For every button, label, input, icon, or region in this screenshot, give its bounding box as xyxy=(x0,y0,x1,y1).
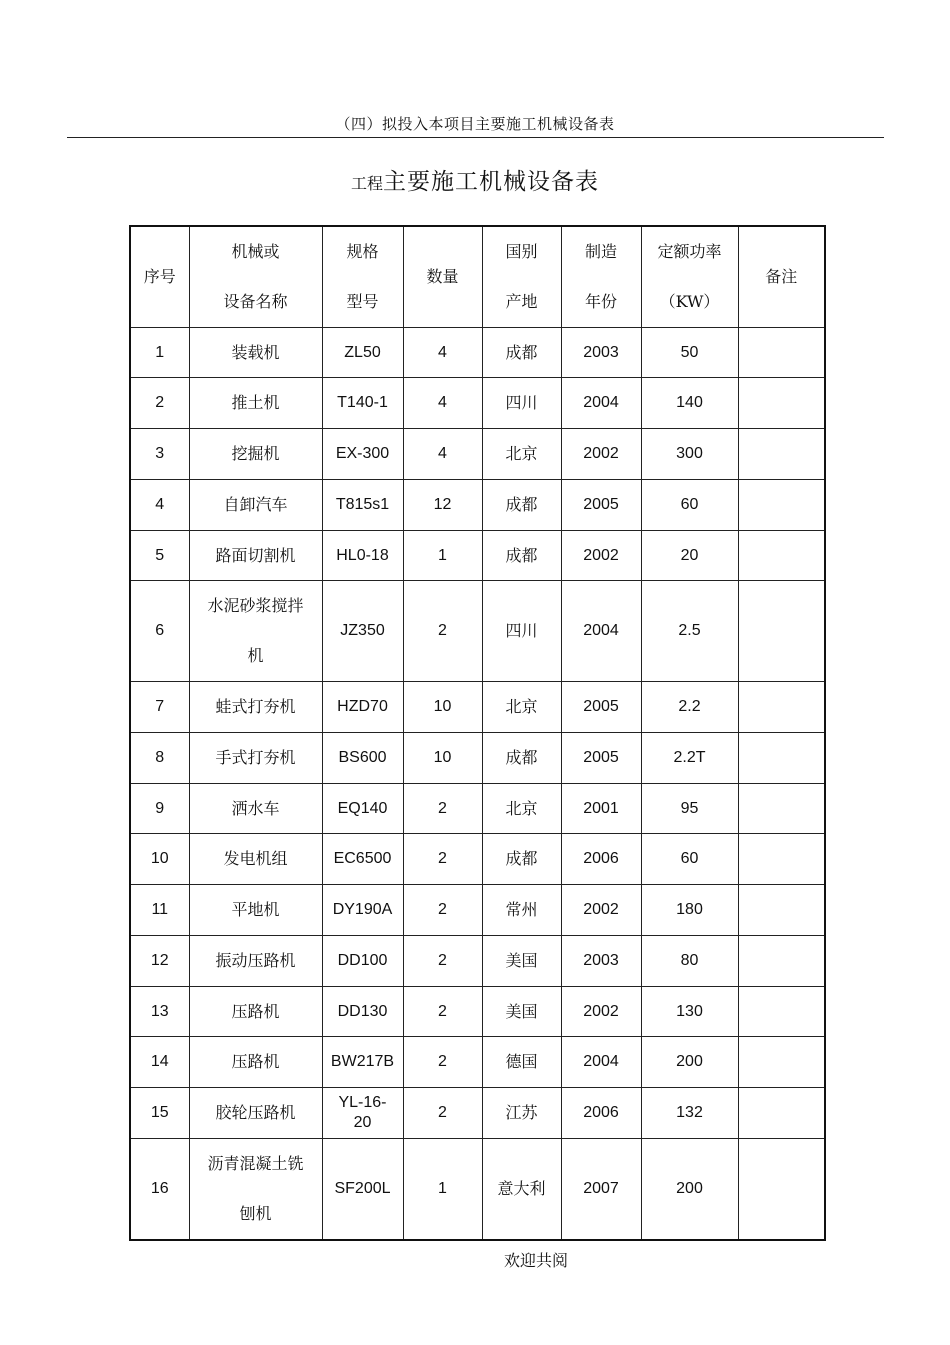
cell-qty: 10 xyxy=(403,682,482,733)
cell-qty: 4 xyxy=(403,328,482,378)
table-row xyxy=(130,885,825,936)
cell-spec: EQ140 xyxy=(322,784,403,834)
cell-seq: 2 xyxy=(130,378,189,429)
cell-power: 200 xyxy=(641,1037,738,1088)
cell-qty: 2 xyxy=(403,834,482,885)
header-qty: 数量 xyxy=(403,226,482,328)
table-header-row xyxy=(130,226,825,328)
cell-origin: 北京 xyxy=(482,429,561,480)
cell-name: 胶轮压路机 xyxy=(189,1088,322,1139)
cell-spec: DD100 xyxy=(322,936,403,987)
cell-qty: 2 xyxy=(403,987,482,1037)
cell-origin: 德国 xyxy=(482,1037,561,1088)
table-row xyxy=(130,733,825,784)
cell-remark xyxy=(738,1037,825,1088)
cell-origin: 四川 xyxy=(482,581,561,682)
cell-year: 2003 xyxy=(561,328,641,378)
table-row xyxy=(130,1037,825,1088)
header-origin: 国别 产地 xyxy=(482,226,561,328)
cell-spec: T140-1 xyxy=(322,378,403,429)
table-row xyxy=(130,328,825,378)
cell-spec: EX-300 xyxy=(322,429,403,480)
cell-power: 130 xyxy=(641,987,738,1037)
cell-remark xyxy=(738,733,825,784)
cell-power: 140 xyxy=(641,378,738,429)
table-row xyxy=(130,480,825,531)
header-rule xyxy=(67,137,884,138)
cell-remark xyxy=(738,784,825,834)
table-row xyxy=(130,1088,825,1139)
cell-power: 80 xyxy=(641,936,738,987)
cell-year: 2002 xyxy=(561,885,641,936)
cell-spec: T815s1 xyxy=(322,480,403,531)
cell-origin: 成都 xyxy=(482,480,561,531)
header-power: 定额功率 （KW） xyxy=(641,226,738,328)
equipment-table xyxy=(129,225,826,1241)
cell-origin: 成都 xyxy=(482,328,561,378)
cell-remark xyxy=(738,1139,825,1241)
cell-origin: 意大利 xyxy=(482,1139,561,1241)
cell-seq: 1 xyxy=(130,328,189,378)
cell-power: 2.5 xyxy=(641,581,738,682)
cell-seq: 6 xyxy=(130,581,189,682)
cell-origin: 成都 xyxy=(482,733,561,784)
cell-origin: 美国 xyxy=(482,936,561,987)
table-row xyxy=(130,378,825,429)
cell-year: 2002 xyxy=(561,429,641,480)
cell-name: 蛙式打夯机 xyxy=(189,682,322,733)
cell-year: 2007 xyxy=(561,1139,641,1241)
cell-qty: 2 xyxy=(403,1088,482,1139)
cell-power: 200 xyxy=(641,1139,738,1241)
cell-remark xyxy=(738,1088,825,1139)
table-row xyxy=(130,936,825,987)
cell-seq: 3 xyxy=(130,429,189,480)
table-row xyxy=(130,834,825,885)
cell-name: 沥青混凝土铣 刨机 xyxy=(189,1139,322,1241)
table-row xyxy=(130,987,825,1037)
cell-remark xyxy=(738,480,825,531)
cell-name: 振动压路机 xyxy=(189,936,322,987)
cell-power: 132 xyxy=(641,1088,738,1139)
cell-qty: 2 xyxy=(403,936,482,987)
cell-remark xyxy=(738,987,825,1037)
cell-origin: 北京 xyxy=(482,784,561,834)
cell-year: 2005 xyxy=(561,682,641,733)
cell-remark xyxy=(738,531,825,581)
cell-year: 2002 xyxy=(561,531,641,581)
cell-year: 2004 xyxy=(561,378,641,429)
cell-spec: JZ350 xyxy=(322,581,403,682)
cell-qty: 1 xyxy=(403,531,482,581)
cell-remark xyxy=(738,885,825,936)
cell-power: 50 xyxy=(641,328,738,378)
cell-name: 水泥砂浆搅拌 机 xyxy=(189,581,322,682)
header-seq: 序号 xyxy=(130,226,189,328)
table-row xyxy=(130,581,825,682)
cell-year: 2006 xyxy=(561,1088,641,1139)
table-row xyxy=(130,784,825,834)
cell-origin: 成都 xyxy=(482,834,561,885)
cell-remark xyxy=(738,936,825,987)
cell-seq: 12 xyxy=(130,936,189,987)
header-remark: 备注 xyxy=(738,226,825,328)
footer-text: 欢迎共阅 xyxy=(504,1251,569,1270)
cell-seq: 11 xyxy=(130,885,189,936)
page-header: （四）拟投入本项目主要施工机械设备表 xyxy=(335,115,615,133)
cell-power: 2.2 xyxy=(641,682,738,733)
document-title xyxy=(0,163,950,196)
cell-spec: SF200L xyxy=(322,1139,403,1241)
title-prefix: 工程 xyxy=(350,174,383,193)
cell-seq: 5 xyxy=(130,531,189,581)
cell-name: 挖掘机 xyxy=(189,429,322,480)
cell-seq: 4 xyxy=(130,480,189,531)
header-name: 机械或 设备名称 xyxy=(189,226,322,328)
title-main: 主要施工机械设备表 xyxy=(383,169,599,195)
cell-qty: 1 xyxy=(403,1139,482,1241)
cell-name: 洒水车 xyxy=(189,784,322,834)
cell-year: 2003 xyxy=(561,936,641,987)
cell-origin: 四川 xyxy=(482,378,561,429)
cell-qty: 2 xyxy=(403,784,482,834)
cell-seq: 14 xyxy=(130,1037,189,1088)
cell-power: 180 xyxy=(641,885,738,936)
cell-spec: HZD70 xyxy=(322,682,403,733)
cell-name: 平地机 xyxy=(189,885,322,936)
cell-spec: BS600 xyxy=(322,733,403,784)
table-row xyxy=(130,531,825,581)
cell-year: 2006 xyxy=(561,834,641,885)
cell-spec: ZL50 xyxy=(322,328,403,378)
cell-origin: 北京 xyxy=(482,682,561,733)
cell-name: 路面切割机 xyxy=(189,531,322,581)
header-year: 制造 年份 xyxy=(561,226,641,328)
cell-name: 压路机 xyxy=(189,987,322,1037)
cell-seq: 15 xyxy=(130,1088,189,1139)
cell-year: 2001 xyxy=(561,784,641,834)
cell-name: 手式打夯机 xyxy=(189,733,322,784)
cell-qty: 2 xyxy=(403,885,482,936)
cell-name: 自卸汽车 xyxy=(189,480,322,531)
cell-origin: 成都 xyxy=(482,531,561,581)
cell-spec: EC6500 xyxy=(322,834,403,885)
cell-year: 2005 xyxy=(561,480,641,531)
cell-year: 2002 xyxy=(561,987,641,1037)
cell-spec: HL0-18 xyxy=(322,531,403,581)
cell-origin: 江苏 xyxy=(482,1088,561,1139)
cell-qty: 10 xyxy=(403,733,482,784)
cell-seq: 10 xyxy=(130,834,189,885)
cell-origin: 常州 xyxy=(482,885,561,936)
cell-name: 发电机组 xyxy=(189,834,322,885)
cell-spec: BW217B xyxy=(322,1037,403,1088)
cell-power: 60 xyxy=(641,480,738,531)
cell-year: 2004 xyxy=(561,1037,641,1088)
cell-seq: 9 xyxy=(130,784,189,834)
cell-name: 装载机 xyxy=(189,328,322,378)
cell-qty: 2 xyxy=(403,581,482,682)
cell-spec: DY190A xyxy=(322,885,403,936)
cell-seq: 16 xyxy=(130,1139,189,1241)
cell-qty: 2 xyxy=(403,1037,482,1088)
cell-power: 60 xyxy=(641,834,738,885)
table-row xyxy=(130,682,825,733)
cell-remark xyxy=(738,328,825,378)
cell-power: 95 xyxy=(641,784,738,834)
cell-origin: 美国 xyxy=(482,987,561,1037)
table-row xyxy=(130,429,825,480)
header-spec: 规格 型号 xyxy=(322,226,403,328)
cell-qty: 12 xyxy=(403,480,482,531)
cell-seq: 8 xyxy=(130,733,189,784)
cell-remark xyxy=(738,682,825,733)
cell-power: 2.2T xyxy=(641,733,738,784)
table-row xyxy=(130,1139,825,1241)
cell-spec: DD130 xyxy=(322,987,403,1037)
cell-power: 300 xyxy=(641,429,738,480)
cell-seq: 13 xyxy=(130,987,189,1037)
cell-year: 2005 xyxy=(561,733,641,784)
cell-name: 推土机 xyxy=(189,378,322,429)
cell-year: 2004 xyxy=(561,581,641,682)
cell-power: 20 xyxy=(641,531,738,581)
cell-name: 压路机 xyxy=(189,1037,322,1088)
cell-spec: YL-16- 20 xyxy=(322,1088,403,1139)
cell-remark xyxy=(738,834,825,885)
cell-qty: 4 xyxy=(403,378,482,429)
cell-seq: 7 xyxy=(130,682,189,733)
cell-remark xyxy=(738,581,825,682)
cell-qty: 4 xyxy=(403,429,482,480)
cell-remark xyxy=(738,378,825,429)
cell-remark xyxy=(738,429,825,480)
